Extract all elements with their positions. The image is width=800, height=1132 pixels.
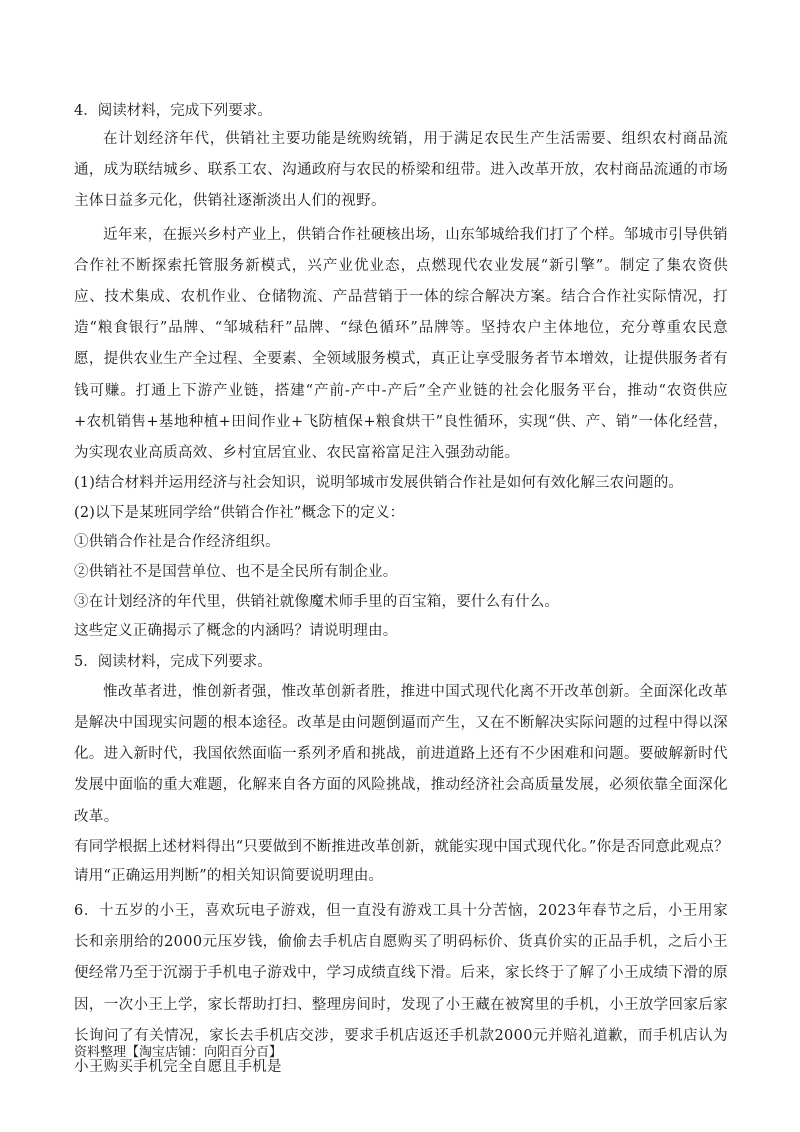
question-6-paragraph: 6．十五岁的小王，喜欢玩电子游戏，但一直没有游戏工具十分苦恼，2023年春节之后，小王用家长和亲朋给的2000元压岁钱，偷偷去手机店自愿购买了明码标价、货真价实的正品手机，之后小王便经常乃至于沉溺于手机电子游戏中，学习成绩直线下滑。后来，家长终于了解了小王成绩下滑的原因，一次小王上学，家长帮助打扫、整理房间时，发现了小王藏在被窝里的手机，小王放学回家后家长询问了有关情况，家长去手机店交涉，要求手机店返还手机款2000元并赔礼道歉，而手机店认为小王购买手机完全自愿且手机是: [74, 903, 728, 1076]
question-4-subquestion-1: (1)结合材料并运用经济与社会知识，说明邹城市发展供销合作社是如何有效化解三农问题的。: [74, 475, 684, 492]
footer-source-note: 资料整理【淘宝店铺：向阳百分百】: [74, 1045, 283, 1060]
question-4-title: 4．阅读材料，完成下列要求。: [74, 103, 272, 119]
question-4-subquestion-2: (2)以下是某班同学给“供销合作社”概念下的定义：: [74, 504, 405, 521]
question-4-material-paragraph-1: 在计划经济年代，供销社主要功能是统购统销，用于满足农民生产生活需要、组织农村商品流通，成为联结城乡、联系工农、沟通政府与农民的桥梁和纽带。进入改革开放，农村商品流通的市场主体日益多元化，供销社逐渐淡出人们的视野。: [74, 131, 728, 210]
question-5-title: 5．阅读材料，完成下列要求。: [74, 653, 272, 670]
question-5-prompt-line-1: 有同学根据上述材料得出“只要做到不断推进改革创新，就能实现中国式现代化。”你是否同意此观点？: [74, 838, 729, 855]
document-body: [74, 98, 728, 1083]
question-5-prompt-line-2: 请用“正确运用判断”的相关知识简要说明理由。: [74, 868, 384, 885]
question-5-material-paragraph: 惟改革者进，惟创新者强，惟改革创新者胜，推进中国式现代化离不开改革创新。全面深化改革是解决中国现实问题的根本途径。改革是由问题倒逼而产生，又在不断解决实际问题的过程中得以深化。进入新时代，我国依然面临一系列矛盾和挑战，前进道路上还有不少困难和问题。要破解新时代发展中面临的重大难题，化解来自各方面的风险挑战，推动经济社会高质量发展，必须依靠全面深化改革。: [74, 683, 728, 825]
definition-1: ①供销合作社是合作经济组织。: [74, 534, 280, 551]
definition-3: ③在计划经济的年代里，供销社就像魔术师手里的百宝箱，要什么有什么。: [74, 593, 560, 610]
definition-2: ②供销社不是国营单位、也不是全民所有制企业。: [74, 564, 398, 581]
question-4-material-paragraph-2: 近年来，在振兴乡村产业上，供销合作社硬核出场，山东邹城给我们打了个样。邹城市引导供销合作社不断探索托管服务新模式，兴产业优业态，点燃现代农业发展“新引擎”。制定了集农资供应、技术集成、农机作业、仓储物流、产品营销于一体的综合解决方案。结合合作社实际情况，打造“粮食银行”品牌、“邹城秸秆”品牌、“绿色循环”品牌等。坚持农户主体地位，充分尊重农民意愿，提供农业生产全过程、全要素、全领域服务模式，真正让享受服务者节本增效，让提供服务者有钱可赚。打通上下游产业链，搭建“产前-产中-产后”全产业链的社会化服务平台，推动“农资供应+农机销售+基地种植+田间作业+飞防植保+粮食烘干”良性循环，实现“供、产、销”一体化经营，为实现农业高质高效、乡村宜居宜业、农民富裕富足注入强劲动能。: [74, 226, 728, 462]
question-4-prompt: 这些定义正确揭示了概念的内涵吗？请说明理由。: [74, 623, 398, 640]
